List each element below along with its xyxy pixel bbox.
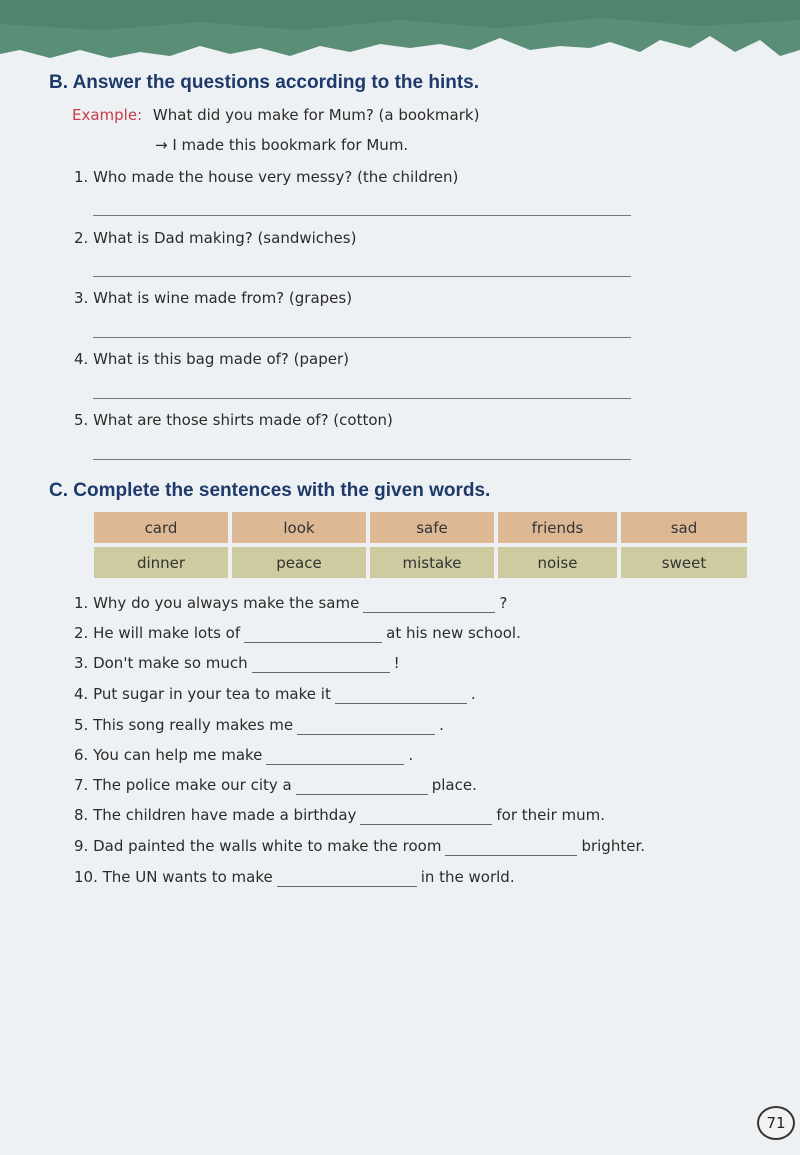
word-bank [94, 512, 747, 578]
word-peace: peace [232, 547, 366, 578]
blank-6[interactable] [266, 746, 404, 765]
blank-1[interactable] [363, 594, 495, 613]
section-c-title: C. Complete the sentences with the given words. [49, 480, 491, 501]
sentence-4: 4. Put sugar in your tea to make it . [74, 685, 476, 703]
question-5: 5. What are those shirts made of? (cotton) [74, 411, 393, 429]
sentence-2: 2. He will make lots of at his new school. [74, 624, 521, 642]
answer-line-1[interactable] [93, 215, 631, 216]
example-label: Example: [72, 106, 143, 124]
answer-line-2[interactable] [93, 276, 631, 277]
question-4: 4. What is this bag made of? (paper) [74, 350, 349, 368]
question-1: 1. Who made the house very messy? (the children) [74, 168, 459, 186]
section-b-title: B. Answer the questions according to the hints. [49, 72, 480, 93]
sentence-1: 1. Why do you always make the same ? [74, 594, 508, 612]
blank-5[interactable] [297, 716, 435, 735]
answer-line-3[interactable] [93, 337, 631, 338]
question-3: 3. What is wine made from? (grapes) [74, 289, 353, 307]
blank-4[interactable] [335, 685, 467, 704]
word-noise: noise [498, 547, 617, 578]
word-sweet: sweet [621, 547, 747, 578]
header-banner [0, 0, 800, 70]
sentence-10: 10. The UN wants to make in the world. [74, 868, 515, 886]
blank-10[interactable] [277, 868, 417, 887]
word-mistake: mistake [370, 547, 494, 578]
sentence-8: 8. The children have made a birthday for their mum. [74, 806, 606, 824]
example-line [72, 106, 479, 124]
word-dinner: dinner [94, 547, 228, 578]
sentence-6: 6. You can help me make . [74, 746, 414, 764]
blank-3[interactable] [252, 654, 390, 673]
sentence-5: 5. This song really makes me . [74, 716, 444, 734]
blank-8[interactable] [360, 806, 492, 825]
question-2: 2. What is Dad making? (sandwiches) [74, 229, 357, 247]
blank-7[interactable] [296, 776, 428, 795]
blank-9[interactable] [445, 837, 577, 856]
sentence-7: 7. The police make our city a place. [74, 776, 477, 794]
answer-line-5[interactable] [93, 459, 631, 460]
word-friends: friends [498, 512, 617, 543]
answer-line-4[interactable] [93, 398, 631, 399]
blank-2[interactable] [244, 624, 382, 643]
word-sad: sad [621, 512, 747, 543]
word-card: card [94, 512, 228, 543]
sentence-3: 3. Don't make so much ! [74, 654, 400, 672]
word-look: look [232, 512, 366, 543]
example-question: What did you make for Mum? (a bookmark) [152, 106, 480, 124]
word-safe: safe [370, 512, 494, 543]
page-number: 71 [757, 1106, 795, 1140]
sentence-9: 9. Dad painted the walls white to make the room brighter. [74, 837, 646, 855]
example-answer: → I made this bookmark for Mum. [155, 136, 409, 154]
